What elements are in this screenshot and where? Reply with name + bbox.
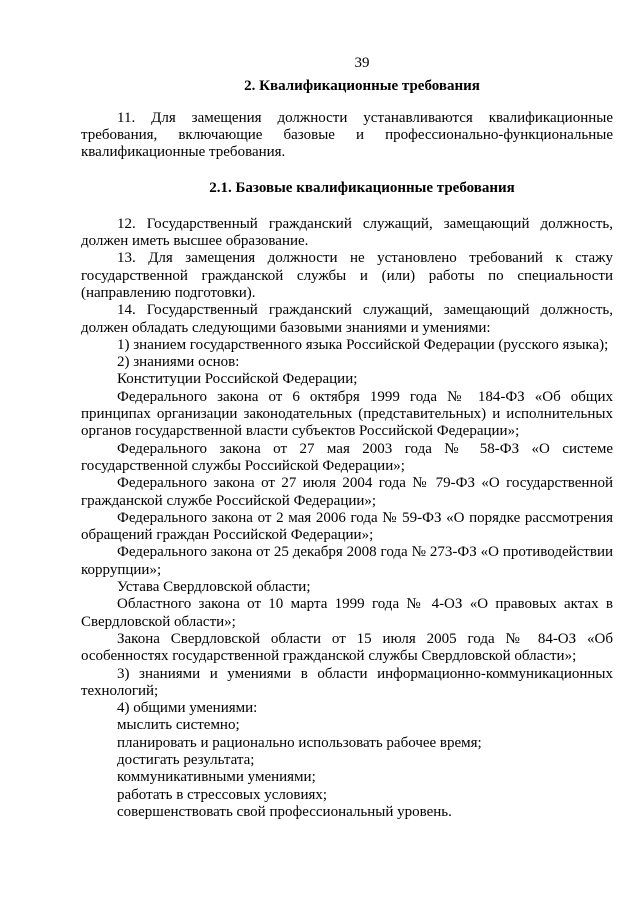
list-item: достигать результата;	[117, 751, 255, 768]
page-number: 39	[354, 55, 370, 71]
list-item: Федерального закона от 25 декабря 2008 года № 273-ФЗ «О противодействии коррупции»;	[81, 544, 613, 578]
subsection-heading: 2.1. Базовые квалификационные требования	[209, 180, 515, 197]
list-item: 3) знаниями и умениями в области информационно-коммуникационных технологий;	[81, 665, 613, 699]
list-item: Закона Свердловской области от 15 июля 2005 года № 84-ОЗ «Об особенностях государственной гражданской службы Свердловской области»;	[81, 630, 613, 665]
list-item: мыслить системно;	[117, 717, 240, 734]
paragraph-12: 12. Государственный гражданский служащий, замещающий должность, должен иметь высшее образование.	[81, 215, 613, 250]
paragraph-11: 11. Для замещения должности устанавливаются квалификационные требования, включающие базовые и профессионально-функциональные квалификационные требования.	[81, 109, 613, 161]
list-item: работать в стрессовых условиях;	[117, 786, 328, 803]
document-page	[81, 55, 613, 821]
list-item: планировать и рационально использовать рабочее время;	[117, 734, 482, 751]
list-item: Федерального закона от 27 июля 2004 года № 79-ФЗ «О государственной гражданской службе Российской Федерации»;	[81, 475, 613, 509]
list-item: Федерального закона от 2 мая 2006 года № 59-ФЗ «О порядке рассмотрения обращений граждан Российской Федерации»;	[81, 509, 613, 544]
list-item: Федерального закона от 27 мая 2003 года № 58-ФЗ «О системе государственной службы Российской Федерации»;	[81, 440, 613, 474]
list-item: 2) знаниями основ:	[117, 354, 240, 371]
paragraph-13: 13. Для замещения должности не установлено требований к стажу государственной гражданской службы и (или) работы по специальности (направлению подготовки).	[81, 250, 613, 301]
section-heading: 2. Квалификационные требования	[244, 78, 480, 95]
list-item: Областного закона от 10 марта 1999 года № 4-ОЗ «О правовых актах в Свердловской области»;	[81, 596, 613, 630]
list-item: коммуникативными умениями;	[117, 769, 316, 786]
list-item: Конституции Российской Федерации;	[117, 371, 358, 388]
paragraph-14: 14. Государственный гражданский служащий, замещающий должность, должен обладать следующими базовыми знаниями и умениями:	[81, 302, 613, 336]
list-item: 1) знанием государственного языка Российской Федерации (русского языка);	[117, 336, 609, 353]
list-item: совершенствовать свой профессиональный уровень.	[117, 803, 452, 820]
list-item: Устава Свердловской области;	[117, 579, 311, 596]
list-item: Федерального закона от 6 октября 1999 года № 184-ФЗ «Об общих принципах организации законодательных (представительных) и исполнительных органов государственной власти субъектов Российской Федерации»;	[81, 388, 613, 440]
list-item: 4) общими умениями:	[117, 700, 258, 717]
